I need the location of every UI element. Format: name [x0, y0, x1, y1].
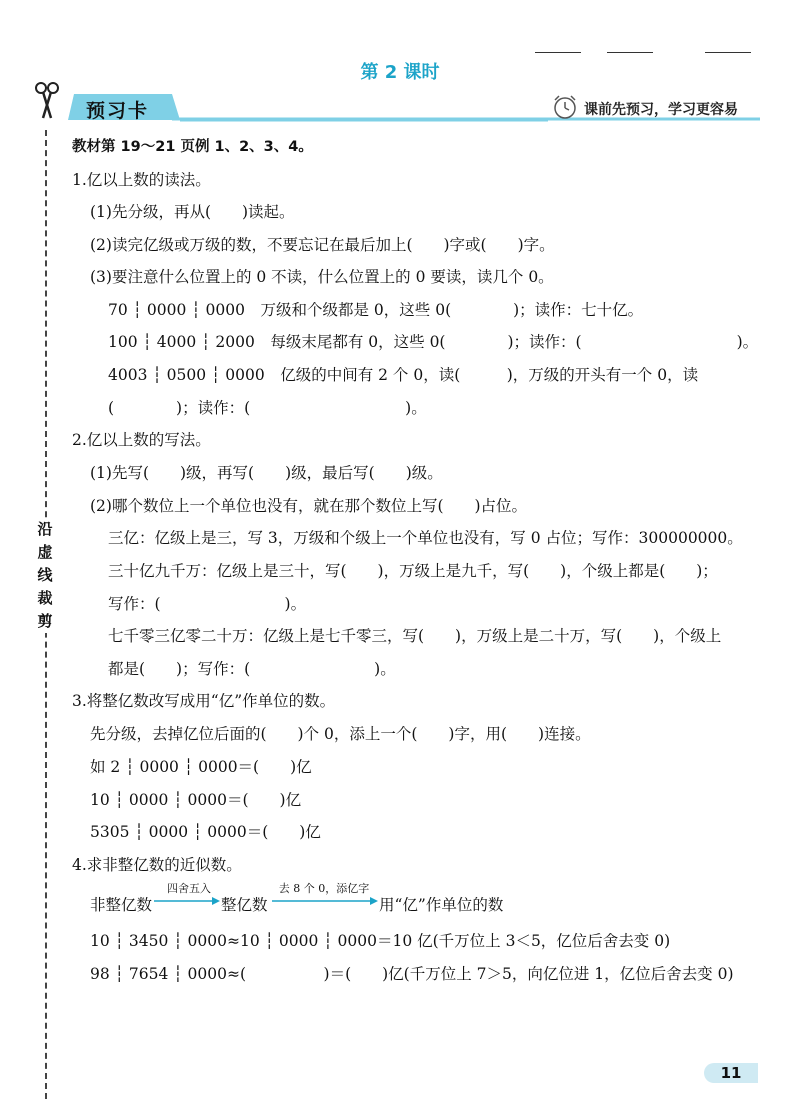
- example-1-3d: ( )；读作：( )。: [108, 399, 427, 417]
- flow-arrow-1: [154, 896, 220, 906]
- section-3-heading: 3.将整亿数改写成用“亿”作单位的数。: [72, 692, 336, 710]
- example-1-3c: 4003 ┆ 0500 ┆ 0000 亿级的中间有 2 个 0，读( )，万级的开头有一个 0，读: [108, 366, 699, 384]
- example-2-2d: 七千零三亿零二十万：亿级上是七千零三，写( )，万级上是二十万，写( )，个级上: [108, 627, 722, 645]
- class-blank[interactable]: [607, 52, 653, 53]
- example-1-3b: 100 ┆ 4000 ┆ 2000 每级末尾都有 0，这些 0( )；读作：( )。: [108, 333, 759, 351]
- section-1-heading: 1.亿以上数的读法。: [72, 171, 211, 189]
- example-2-2e: 都是( )；写作：( )。: [108, 660, 396, 678]
- tagline: 课前先预习，学习更容易: [584, 102, 738, 118]
- example-4b: 98 ┆ 7654 ┆ 0000≈( )＝( )亿(千万位上 7＞5，向亿位进 1，亿位后舍去变 0): [90, 965, 734, 983]
- page-number: 11: [704, 1063, 758, 1083]
- cut-instruction: 沿虚线裁剪: [33, 518, 57, 633]
- example-2-2b: 三十亿九千万：亿级上是三十，写( )，万级上是九千，写( )，个级上都是( )；: [108, 562, 718, 580]
- clock-icon: [552, 94, 578, 120]
- section-2-heading: 2.亿以上数的写法。: [72, 431, 211, 449]
- flow-step-3: 用“亿”作单位的数: [379, 896, 504, 914]
- banner-label: 预习卡: [86, 100, 150, 122]
- item-1-1: (1)先分级，再从( )读起。: [90, 203, 295, 221]
- example-2-2c: 写作：( )。: [108, 595, 307, 613]
- example-3c: 5305 ┆ 0000 ┆ 0000＝( )亿: [90, 823, 321, 841]
- flow-arrow-2: [272, 896, 378, 906]
- lesson-title: 第 2 课时: [360, 62, 440, 83]
- item-2-1: (1)先写( )级，再写( )级，最后写( )级。: [90, 464, 443, 482]
- scissors-icon: [33, 80, 61, 120]
- name-blank[interactable]: [535, 52, 581, 53]
- flow-step-1: 非整亿数: [90, 896, 153, 914]
- example-3b: 10 ┆ 0000 ┆ 0000＝( )亿: [90, 791, 302, 809]
- intro-line: 教材第 19～21 页例 1、2、3、4。: [72, 139, 313, 155]
- example-4a: 10 ┆ 3450 ┆ 0000≈10 ┆ 0000 ┆ 0000＝10 亿(千万位上 3＜5，亿位后舍去变 0): [90, 932, 671, 950]
- item-2-2: (2)哪个数位上一个单位也没有，就在那个数位上写( )占位。: [90, 497, 528, 515]
- example-2-2a: 三亿：亿级上是三，写 3，万级和个级上一个单位也没有，写 0 占位；写作：300000000。: [108, 529, 743, 547]
- item-1-3: (3)要注意什么位置上的 0 不读，什么位置上的 0 要读，读几个 0。: [90, 268, 554, 286]
- example-3a: 如 2 ┆ 0000 ┆ 0000＝( )亿: [90, 758, 312, 776]
- date-blank[interactable]: [705, 52, 751, 53]
- flow-arrow-1-label: 四舍五入: [167, 882, 211, 895]
- flow-step-2: 整亿数: [221, 896, 268, 914]
- flow-arrow-2-label: 去 8 个 0，添亿字: [278, 882, 370, 895]
- section-4-heading: 4.求非整亿数的近似数。: [72, 856, 242, 874]
- item-3-1: 先分级，去掉亿位后面的( )个 0，添上一个( )字，用( )连接。: [90, 725, 591, 743]
- example-1-3a: 70 ┆ 0000 ┆ 0000 万级和个级都是 0，这些 0( )；读作：七十亿。: [108, 301, 644, 319]
- item-1-2: (2)读完亿级或万级的数，不要忘记在最后加上( )字或( )字。: [90, 236, 555, 254]
